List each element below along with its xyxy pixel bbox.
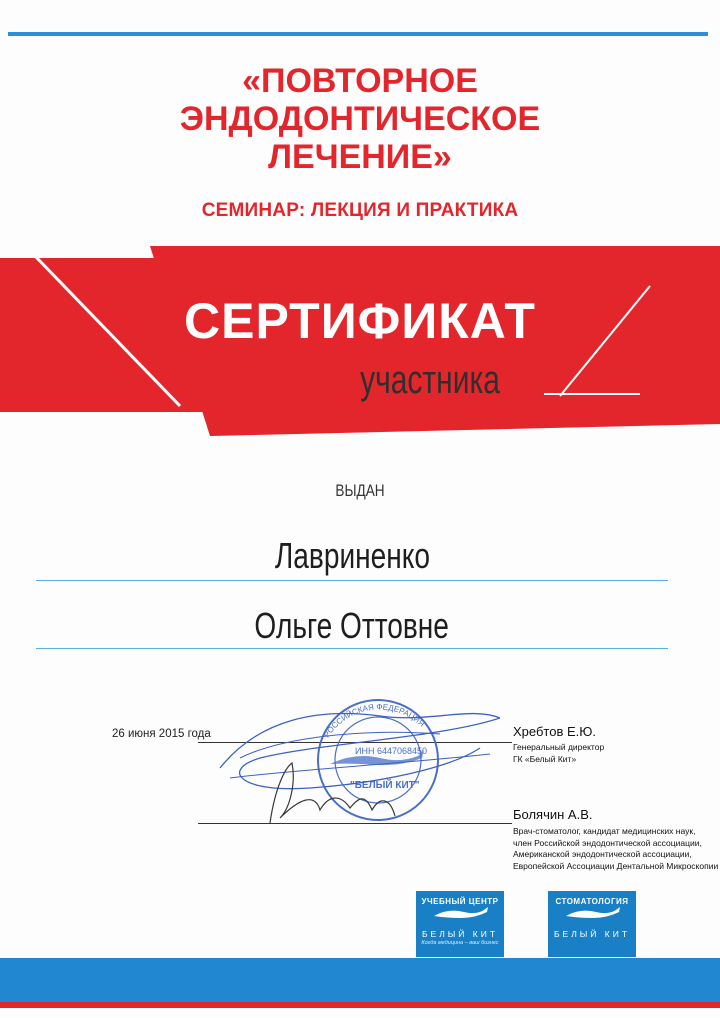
signatory-2-description-line-2: член Российской эндодонтической ассоциации, xyxy=(513,837,702,848)
stamp-ring-text xyxy=(322,702,426,739)
training-center-logo xyxy=(416,891,504,957)
recipient-given-names xyxy=(36,606,668,646)
issue-date: 26 июня 2015 года xyxy=(112,728,211,740)
course-title-line-1: «ПОВТОРНОЕ xyxy=(242,62,478,100)
dentistry-logo-top: СТОМАТОЛОГИЯ xyxy=(555,897,629,906)
course-title-line-3: ЛЕЧЕНИЕ» xyxy=(268,138,452,176)
signatory-1-description-line-1: Генеральный директор xyxy=(513,742,605,752)
issued-label: ВЫДАН xyxy=(335,481,385,500)
recipient-given-names-text: Ольге Оттовне xyxy=(254,605,450,646)
signatory-1-description xyxy=(513,742,604,765)
signatory-2-description-line-3: Американской эндодонтической ассоциации, xyxy=(513,849,692,859)
stamp-and-signatures xyxy=(200,698,500,838)
recipient-surname-text: Лавриненко xyxy=(274,535,430,576)
whale-logo-icon xyxy=(562,906,622,922)
stamp-inn: ИНН 6447068450 xyxy=(355,746,428,756)
signatory-2-description-line-1: Врач-стоматолог, кандидат медицинских наук, xyxy=(513,826,696,836)
signatory-1-name: Хребтов Е.Ю. xyxy=(513,724,597,739)
training-center-logo-top: УЧЕБНЫЙ ЦЕНТР xyxy=(421,897,499,906)
dentistry-logo xyxy=(548,891,636,957)
stamp-org: "БЕЛЫЙ КИТ" xyxy=(350,780,420,791)
course-subtitle: СЕМИНАР: ЛЕКЦИЯ И ПРАКТИКА xyxy=(201,200,519,221)
top-blue-rule xyxy=(8,32,708,36)
signatory-2-description-line-4: Европейской Ассоциации Дентальной Микроскопии xyxy=(513,860,719,871)
training-center-logo-tagline: Когда медицина – ваш бизнес xyxy=(421,940,499,946)
course-title-line-2: ЭНДОДОНТИЧЕСКОЕ xyxy=(179,100,541,138)
recipient-surname xyxy=(36,536,668,576)
stamp-ring-textpath: РОССИЙСКАЯ ФЕДЕРАЦИЯ xyxy=(322,702,427,740)
whale-logo-icon xyxy=(430,906,490,922)
certificate-subtitle: участника xyxy=(360,358,500,402)
surname-underline xyxy=(36,580,668,581)
bottom-red-band xyxy=(0,1002,720,1008)
given-names-underline xyxy=(36,648,668,649)
dentistry-logo-bottom: БЕЛЫЙ КИТ xyxy=(553,929,631,939)
training-center-logo-bottom: БЕЛЫЙ КИТ xyxy=(421,929,499,939)
bottom-stripes xyxy=(0,958,720,1018)
signatory-1-description-line-2: ГК «Белый Кит» xyxy=(513,753,577,764)
course-title xyxy=(100,62,620,176)
signatory-2-description xyxy=(513,826,718,872)
signatory-2-name: Болячин А.В. xyxy=(513,807,593,822)
certificate-title: СЕРТИФИКАТ xyxy=(184,293,536,349)
bottom-blue-band xyxy=(0,958,720,1002)
